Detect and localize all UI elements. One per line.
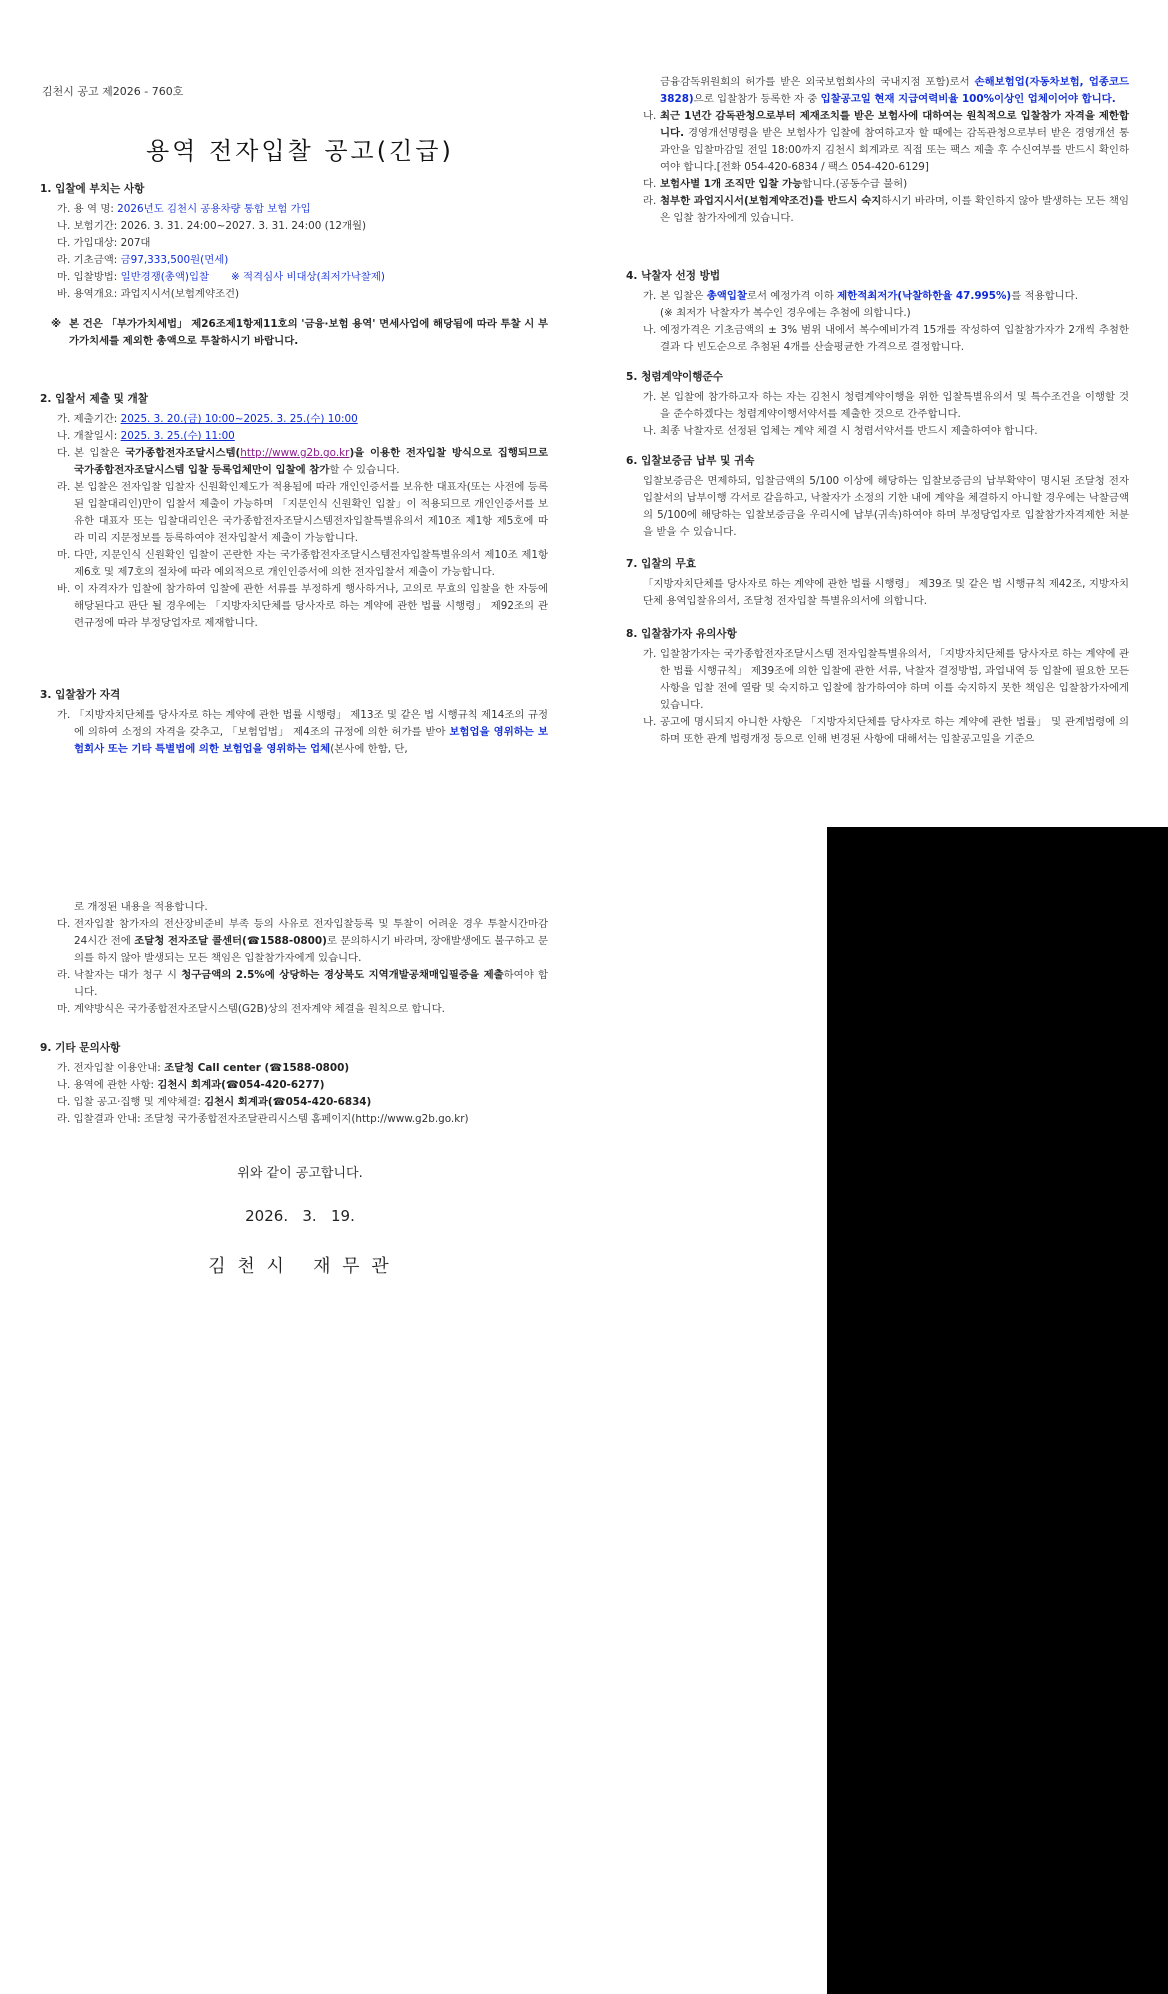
announcement-date: 2026. 3. 19. xyxy=(245,1207,355,1225)
section-9 xyxy=(40,1040,548,1128)
s8-item-b: 나. 공고에 명시되지 아니한 사항은 「지방자치단체를 당사자로 하는 계약에 관한 법률」 및 관계법령에 의하며 또한 관계 법령개정 등으로 인해 변경된 사항에 대해서는 입찰공고일을 기준으 xyxy=(643,716,1129,745)
document-title: 용역 전자입찰 공고(긴급) xyxy=(146,137,454,165)
s8-item-a: 가. 입찰참가자는 국가종합전자조달시스템 전자입찰특별유의서, 「지방자치단체를 당사자로 하는 계약에 관한 법률 시행규칙」 제39조에 의한 입찰에 관한 서류, 낙찰자 결정방법, 과업내역 등 입찰에 필요한 모든 사항을 입찰 전에 열람 및 숙지하고 입찰에 참가하여야 하며 이를 숙지하지 못한 책임은 입찰참가자에게 있습니다. xyxy=(643,648,1129,711)
section-1-heading: 1. 입찰에 부치는 사항 xyxy=(40,183,145,195)
s3-item-b: 나. 최근 1년간 감독관청으로부터 제재조치를 받은 보험사에 대하여는 원칙적으로 입찰참가 자격을 제한합니다. 경영개선명령을 받은 보험사가 입찰에 참여하고자 할 때에는 감독관청으로부터 받은 경영개선 통과안을 입찰마감일 전일 18:00까지 김천시 회계과로 직접 또는 팩스 제출 후 수신여부를 반드시 확인하여야 합니다.[전화 054-420-6834 / 팩스 054-420-6129] xyxy=(643,110,1129,173)
s4-item-b: 나. 예정가격은 기초금액의 ± 3% 범위 내에서 복수예비가격 15개를 작성하여 입찰참가자가 2개씩 추첨한 결과 다 빈도순으로 추첨된 4개를 산술평균한 가격으로 결정합니다. xyxy=(643,324,1129,353)
s5-item-b: 나. 최종 낙찰자로 선정된 업체는 계약 체결 시 청렴서약서를 반드시 제출하여야 합니다. xyxy=(643,425,1038,437)
s9-item-b: 나. 용역에 관한 사항: 김천시 회계과(☎054-420-6277) xyxy=(57,1079,325,1091)
section-8-heading: 8. 입찰참가자 유의사항 xyxy=(626,628,737,640)
s1-item-bid-method: 마. 입찰방법: 일반경쟁(총액)입찰 ※ 적격심사 비대상(최저가낙찰제) xyxy=(57,271,385,283)
redaction-block xyxy=(827,827,1168,1994)
s9-item-a: 가. 전자입찰 이용안내: 조달청 Call center (☎1588-0800) xyxy=(57,1062,350,1074)
section-6-heading: 6. 입찰보증금 납부 및 귀속 xyxy=(626,455,755,467)
closing-statement: 위와 같이 공고합니다. xyxy=(237,1166,363,1181)
section-1 xyxy=(40,181,548,350)
section-2-heading: 2. 입찰서 제출 및 개찰 xyxy=(40,393,149,405)
s1-item-service-name: 가. 용 역 명: 2026년도 김천시 공용차량 통합 보험 가입 xyxy=(57,203,311,215)
s2-opening-time: 나. 개찰일시: 2025. 3. 25.(수) 11:00 xyxy=(57,430,235,442)
section-3-heading: 3. 입찰참가 자격 xyxy=(40,689,121,701)
base-amount-value: 금97,333,500원(면세) xyxy=(120,254,229,266)
s8-item-d: 라. 낙찰자는 대가 청구 시 청구금액의 2.5%에 상당하는 경상북도 지역개발공채매입필증을 제출하여야 합니다. xyxy=(57,969,549,998)
g2b-link[interactable]: http://www.g2b.go.kr xyxy=(240,447,350,459)
section-5-heading: 5. 청렴계약이행준수 xyxy=(626,371,723,383)
s1-item-overview: 바. 용역개요: 과업지시서(보험계약조건) xyxy=(57,288,240,300)
section-4-heading: 4. 낙찰자 선정 방법 xyxy=(626,270,721,282)
section-5 xyxy=(626,369,1129,440)
s2-item-f: 바. 이 자격자가 입찰에 참가하여 입찰에 관한 서류를 부정하게 행사하거나, 고의로 무효의 입찰을 한 자등에 해당된다고 판단 될 경우에는 「지방자치단체를 당사자로 하는 계약에 관한 법률 시행령」 제92조의 관련규정에 따라 부정당업자로 제재합니다. xyxy=(57,583,548,629)
s4-tiebreak-note: (※ 최저가 낙찰자가 복수인 경우에는 추첨에 의합니다.) xyxy=(660,307,911,319)
s6-text: 입찰보증금은 면제하되, 입찰금액의 5/100 이상에 해당하는 입찰보증금의 납부확약이 명시된 조달청 전자입찰서의 납부이행 각서로 갈음하고, 낙찰자가 소정의 기한 내에 계약을 체결하지 아니할 경우에는 낙찰금액의 5/100에 해당하는 입찰보증금을 우리시에 납부(귀속)하여야 하며 부정당업자로 입찰참가자격제한 처분을 받을 수 있습니다. xyxy=(643,475,1129,538)
section-3-continued xyxy=(643,74,1129,227)
section-2 xyxy=(40,391,548,632)
section-8-continued xyxy=(57,899,548,1018)
s4-item-a: 가. 본 입찰은 총액입찰로서 예정가격 이하 제한적최저가(낙찰하한율 47.995%)를 적용합니다. xyxy=(643,290,1079,302)
s1-item-base-amount: 라. 기초금액: 금97,333,500원(면세) xyxy=(57,254,229,266)
section-3 xyxy=(40,687,548,758)
s2-submit-period: 가. 제출기간: 2025. 3. 20.(금) 10:00~2025. 3. 25.(수) 10:00 xyxy=(57,413,358,425)
section-7 xyxy=(626,556,1129,610)
insurer-qualification: 보험업을 영위하는 보험회사 또는 기타 특별법에 의한 보험업을 영위하는 업체 xyxy=(74,726,548,755)
s3-item-a: 가. 「지방자치단체를 당사자로 하는 계약에 관한 법률 시행령」 제13조 및 같은 법 시행규칙 제14조의 규정에 의하여 소정의 자격을 갖추고, 「보험업법」 제4조의 규정에 의한 허가를 받아 보험업을 영위하는 보험회사 또는 기타 특별법에 의한 보험업을 영위하는 업체(본사에 한함, 단, xyxy=(57,709,548,755)
service-name-value: 2026년도 김천시 공용차량 통합 보험 가입 xyxy=(117,203,311,215)
opening-time-value: 2025. 3. 25.(수) 11:00 xyxy=(120,430,235,442)
s3-item-c: 다. 보험사별 1개 조직만 입찰 가능합니다.(공동수급 불허) xyxy=(643,178,908,190)
submit-period-value: 2025. 3. 20.(금) 10:00~2025. 3. 25.(수) 10:00 xyxy=(120,413,358,425)
section-4 xyxy=(626,268,1129,356)
s1-item-target: 다. 가입대상: 207대 xyxy=(57,237,151,249)
vat-notice: ※ 본 건은 「부가가치세법」 제26조제1항제11호의 '금융·보험 용역' 면세사업에 해당됨에 따라 투찰 시 부가가치세를 제외한 총액으로 투찰하시기 바랍니다. xyxy=(51,318,548,347)
s8-cont-b: 로 개정된 내용을 적용합니다. xyxy=(74,901,208,913)
section-9-heading: 9. 기타 문의사항 xyxy=(40,1042,121,1054)
s2-item-d: 라. 본 입찰은 전자입찰 입찰자 신원확인제도가 적용됨에 따라 개인인증서를 보유한 대표자(또는 사전에 등록된 입찰대리인)만이 입찰서 제출이 가능하며 「지문인식 신원확인 입찰」이 적용되므로 개인인증서를 보유한 대표자 또는 입찰대리인은 국가종합전자조달시스템전자입찰특별유의서 제10조 제1항 제5호에 따라 미리 지문정보를 등록하여야 전자입찰서 제출이 가능합니다. xyxy=(57,481,548,544)
s1-item-period: 나. 보험기간: 2026. 3. 31. 24:00~2027. 3. 31. 24:00 (12개월) xyxy=(57,220,367,232)
section-6 xyxy=(626,453,1129,541)
s3-cont-a: 금융감독위원회의 허가를 받은 외국보험회사의 국내지점 포함)로서 손해보험업(자동차보험, 업종코드 3828)으로 입찰참가 등록한 자 중 입찰공고일 현재 지급여력비율 100%이상인 업체이어야 합니다. xyxy=(660,76,1129,105)
signer: 김 천 시 재 무 관 xyxy=(208,1256,392,1277)
notice-number: 김천시 공고 제2026 - 760호 xyxy=(42,85,184,98)
s8-item-e: 마. 계약방식은 국가종합전자조달시스템(G2B)상의 전자계약 체결을 원칙으로 합니다. xyxy=(57,1003,445,1015)
s7-text: 「지방자치단체를 당사자로 하는 계약에 관한 법률 시행령」 제39조 및 같은 법 시행규칙 제42조, 지방자치단체 용역입찰유의서, 조달청 전자입찰 특별유의서에 의합니다. xyxy=(643,578,1129,607)
section-7-heading: 7. 입찰의 무효 xyxy=(626,558,696,570)
bid-method-note: ※ 적격심사 비대상(최저가낙찰제) xyxy=(231,271,385,283)
s3-item-d: 라. 첨부한 과업지시서(보험계약조건)를 반드시 숙지하시기 바라며, 이를 확인하지 않아 발생하는 모든 책임은 입찰 참가자에게 있습니다. xyxy=(643,195,1129,224)
s2-item-c: 다. 본 입찰은 국가종합전자조달시스템(http://www.g2b.go.kr)을 이용한 전자입찰 방식으로 집행되므로 국가종합전자조달시스템 입찰 등록업체만이 입찰에 참가할 수 있습니다. xyxy=(57,447,548,476)
s8-item-c: 다. 전자입찰 참가자의 전산장비준비 부족 등의 사유로 전자입찰등록 및 투찰이 어려운 경우 투찰시간마감 24시간 전에 조달청 전자조달 콜센터(☎1588-0800)로 문의하시기 바라며, 장애발생에도 불구하고 문의를 하지 않아 발생되는 모든 책임은 입찰참가자에게 있습니다. xyxy=(57,918,549,964)
s2-item-e: 마. 다만, 지문인식 신원확인 입찰이 곤란한 자는 국가종합전자조달시스템전자입찰특별유의서 제10조 제1항 제6호 및 제7호의 절차에 따라 예외적으로 개인인증서에 의한 전자입찰서 제출이 가능합니다. xyxy=(57,549,548,578)
s9-item-d: 라. 입찰결과 안내: 조달청 국가종합전자조달관리시스템 홈페이지(http://www.g2b.go.kr) xyxy=(57,1113,469,1125)
section-8 xyxy=(626,626,1129,748)
bid-method-value: 일반경쟁(총액)입찰 xyxy=(120,271,210,283)
s9-item-c: 다. 입찰 공고·집행 및 계약체결: 김천시 회계과(☎054-420-6834) xyxy=(57,1096,372,1108)
s5-item-a: 가. 본 입찰에 참가하고자 하는 자는 김천시 청렴계약이행을 위한 입찰특별유의서 및 특수조건을 이행할 것을 준수하겠다는 청렴계약이행서약서를 제출한 것으로 간주합니다. xyxy=(643,391,1129,420)
